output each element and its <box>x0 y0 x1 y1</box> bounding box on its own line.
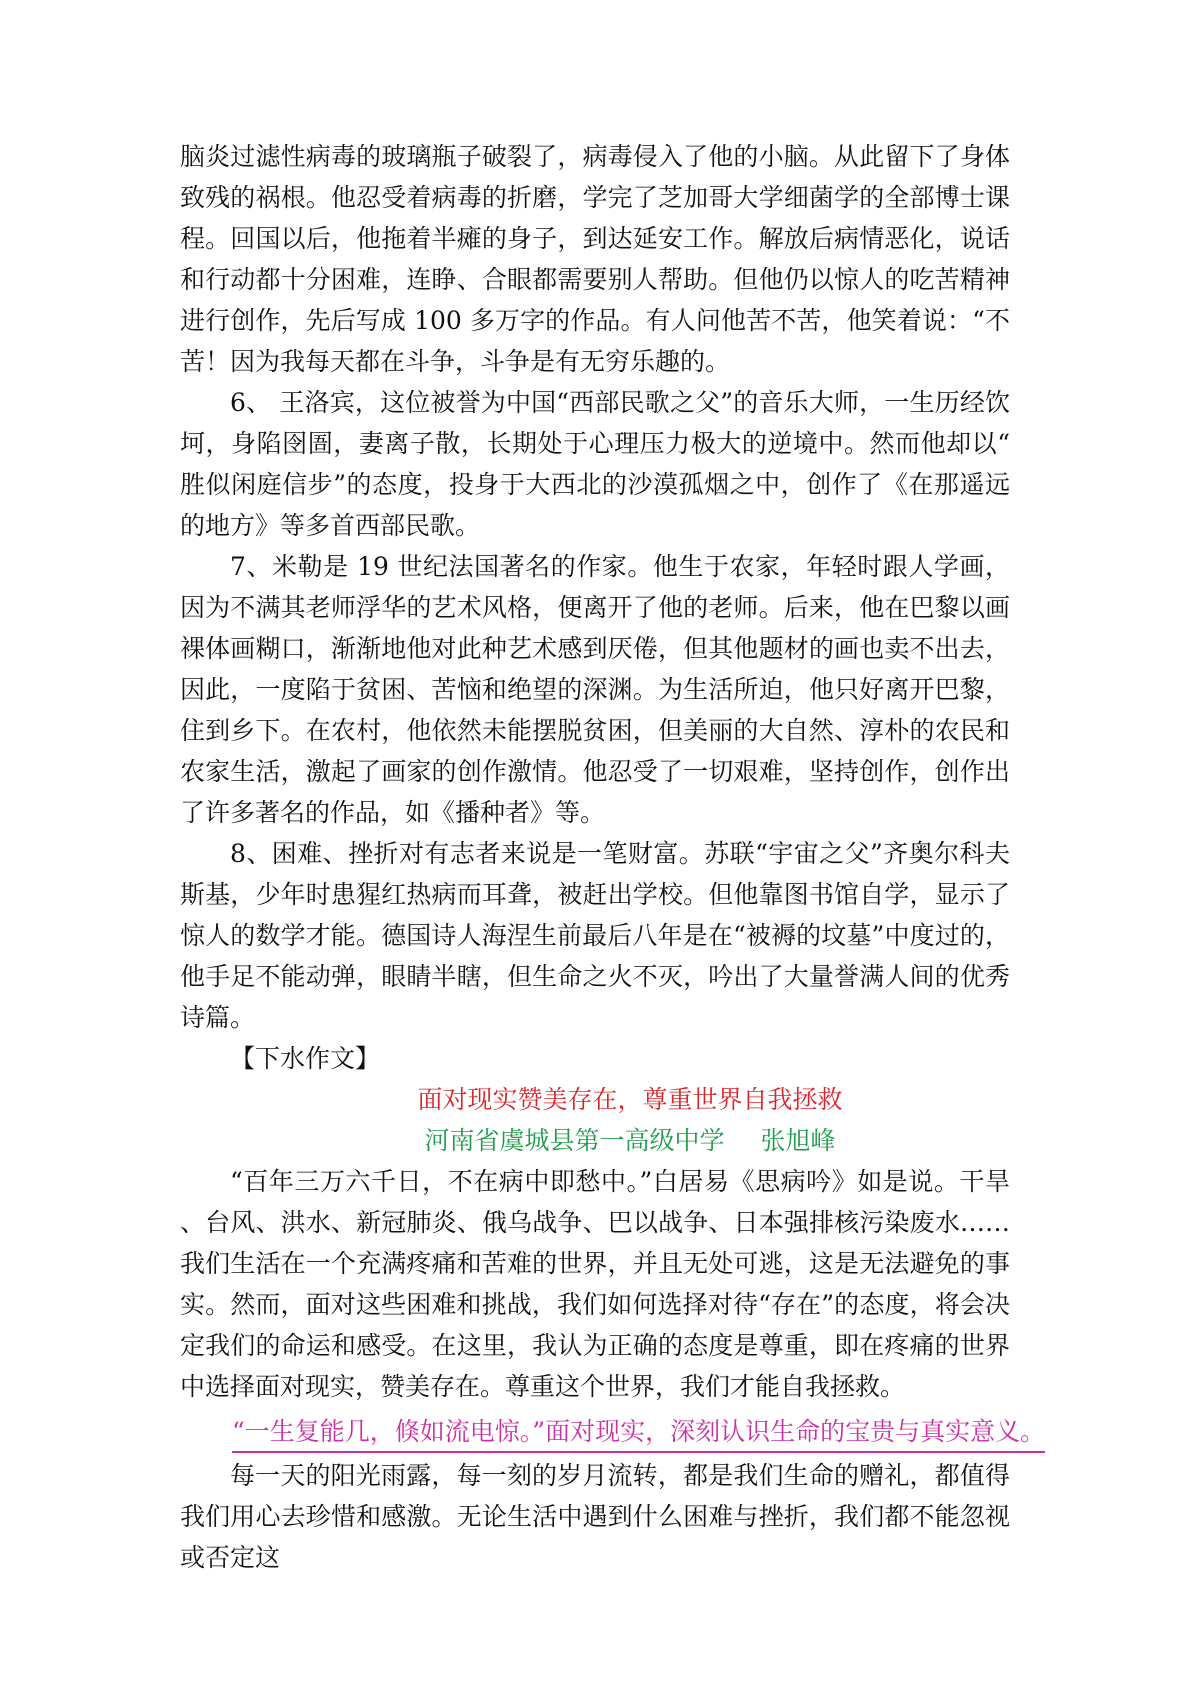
paragraph-7: 7、米勒是 19 世纪法国著名的作家。他生于农家，年轻时跟人学画，因为不满其老师浮华的艺术风格，便离开了他的老师。后来，他在巴黎以画裸体画糊口，渐渐地他对此种艺术感到厌倦，但其他题材的画也卖不出去，因此，一度陷于贫困、苦恼和绝望的深渊。为生活所迫，他只好离开巴黎，住到乡下。在农村，他依然未能摆脱贫困，但美丽的大自然、淳朴的农民和农家生活，激起了画家的创作激情。他忍受了一切艰难，坚持创作，创作出了许多著名的作品，如《播种者》等。 <box>180 552 1010 827</box>
essay-intro-paragraph: “百年三万六千日，不在病中即愁中。”白居易《思病吟》如是说。干旱、台风、洪水、新冠肺炎、俄乌战争、巴以战争、日本强排核污染废水……我们生活在一个充满疼痛和苦难的世界，并且无处可逃，这是无法避免的事实。然而，面对这些困难和挑战，我们如何选择对待“存在”的态度，将会决定我们的命运和感受。在这里，我认为正确的态度是尊重，即在疼痛的世界中选择面对现实，赞美存在。尊重这个世界，我们才能自我拯救。 <box>180 1167 1010 1401</box>
paragraph-8: 8、困难、挫折对有志者来说是一笔财富。苏联“宇宙之父”齐奥尔科夫斯基，少年时患猩红热病而耳聋，被赶出学校。但他靠图书馆自学，显示了惊人的数学才能。德国诗人海涅生前最后八年是在“被褥的坟墓”中度过的，他手足不能动弹，眼睛半瞎，但生命之火不灭，吟出了大量誉满人间的优秀诗篇。 <box>180 839 1010 1032</box>
paragraph-6: 6、 王洛宾，这位被誉为中国“西部民歌之父”的音乐大师，一生历经饮坷，身陷囹圄，妻离子散，长期处于心理压力极大的逆境中。然而他却以“胜似闲庭信步”的态度，投身于大西北的沙漠孤烟之中，创作了《在那遥远的地方》等多首西部民歌。 <box>180 388 1010 540</box>
school-name: 河南省虞城县第一高级中学 <box>424 1126 725 1155</box>
section-heading: 【下水作文】 <box>230 1044 381 1073</box>
subheading-text: “一生复能几，倏如流电惊。”面对现实，深刻认识生命的宝贵与真实意义。 <box>232 1413 1045 1453</box>
essay-byline <box>180 1120 1010 1161</box>
essay-title: 面对现实赞美存在，尊重世界自我拯救 <box>417 1085 843 1114</box>
essay-subheading <box>180 1411 1046 1453</box>
paragraph-5-continued: 脑炎过滤性病毒的玻璃瓶子破裂了，病毒侵入了他的小脑。从此留下了身体致残的祸根。他忍受着病毒的折磨，学完了芝加哥大学细菌学的全部博士课程。回国以后，他拖着半瘫的身子，到达延安工作。解放后病情恶化，说话和行动都十分困难，连睁、合眼都需要别人帮助。但他仍以惊人的吃苦精神进行创作，先后写成 100 多万字的作品。有人问他苦不苦，他笑着说：“不苦！因为我每天都在斗争，斗争是有无穷乐趣的。 <box>180 142 1010 376</box>
author-name: 张旭峰 <box>760 1126 836 1155</box>
document-page <box>180 136 1046 1578</box>
essay-body-paragraph: 每一天的阳光雨露，每一刻的岁月流转，都是我们生命的赠礼，都值得我们用心去珍惜和感激。无论生活中遇到什么困难与挫折，我们都不能忽视或否定这 <box>180 1461 1010 1572</box>
